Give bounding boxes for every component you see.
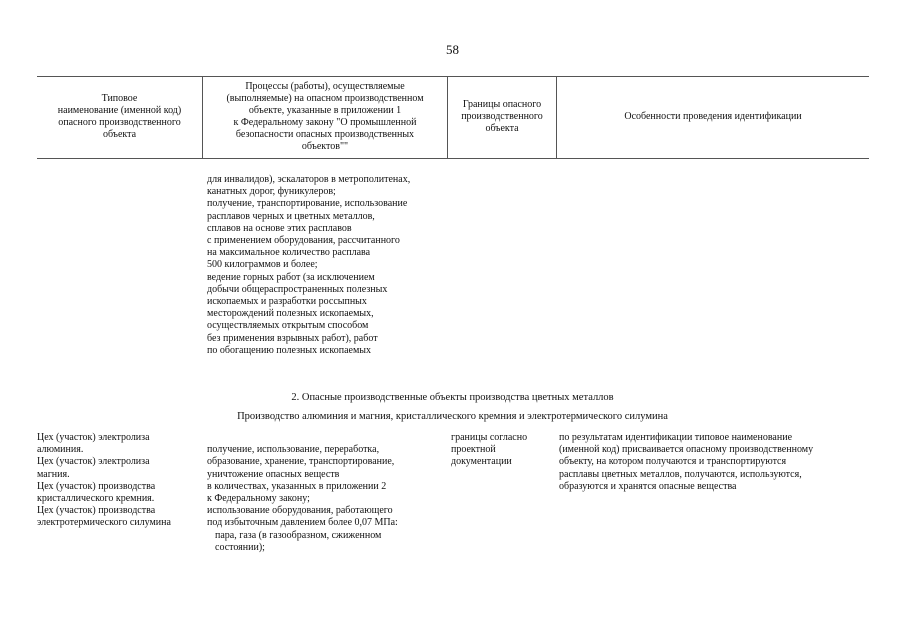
page-number: 58: [446, 42, 459, 57]
row-boundaries: границы согласно проектной документации: [451, 432, 528, 468]
row-processes: [207, 432, 447, 566]
header-identification-features: Особенности проведения идентификации: [624, 111, 802, 122]
header-object-name: Типовое наименование (именной код) опасного производственного объекта: [57, 93, 182, 140]
row-processes-main: получение, использование, переработка, образование, хранение, транспортирование, уничтожение опасных веществ в количествах, указанных в приложении 2 к Федеральному закону; использование оборудования, работающего под избыточным давлением более 0,07 МПа:: [207, 444, 398, 529]
table-header-bottom-rule: [37, 158, 869, 159]
row-object-names: Цех (участок) электролиза алюминия. Цех (участок) электролиза магния. Цех (участок) производства кристаллического кремния. Цех (участок) производства электротермического силумина: [37, 432, 171, 529]
section-title: 2. Опасные производственные объекты производства цветных металлов: [291, 392, 614, 403]
header-boundaries: Границы опасного производственного объекта: [461, 99, 543, 134]
subsection-title: Производство алюминия и магния, кристаллического кремния и электротермического силумина: [237, 411, 668, 422]
header-processes: Процессы (работы), осуществляемые (выполняемые) на опасном производственном объекте, указанные в приложении 1 к Федеральному закону "О промышленной безопасности опасных производственных объектов"": [226, 81, 424, 152]
row-processes-indented: пара, газа (в газообразном, сжиженном состоянии);: [215, 529, 382, 553]
continuation-processes-text: для инвалидов), эскалаторов в метрополитенах, канатных дорог, фуникулеров; получение, транспортирование, использование расплавов черных и цветных металлов, сплавов на основе этих расплавов с применением оборудования, рассчитанного на максимальное количество расплава 500 килограммов и более; ведение горных работ (за исключением добычи общераспространенных полезных ископаемых и разработки россыпных месторождений полезных ископаемых, осуществляемых открытым способом без применения взрывных работ), работ по обогащению полезных ископаемых: [207, 174, 411, 356]
row-identification-features: по результатам идентификации типовое наименование (именной код) присваивается опасному производственному объекту, на котором получаются и транспортируются расплавы цветных металлов, получаются, используются, образуются и хранятся опасные вещества: [559, 432, 814, 492]
